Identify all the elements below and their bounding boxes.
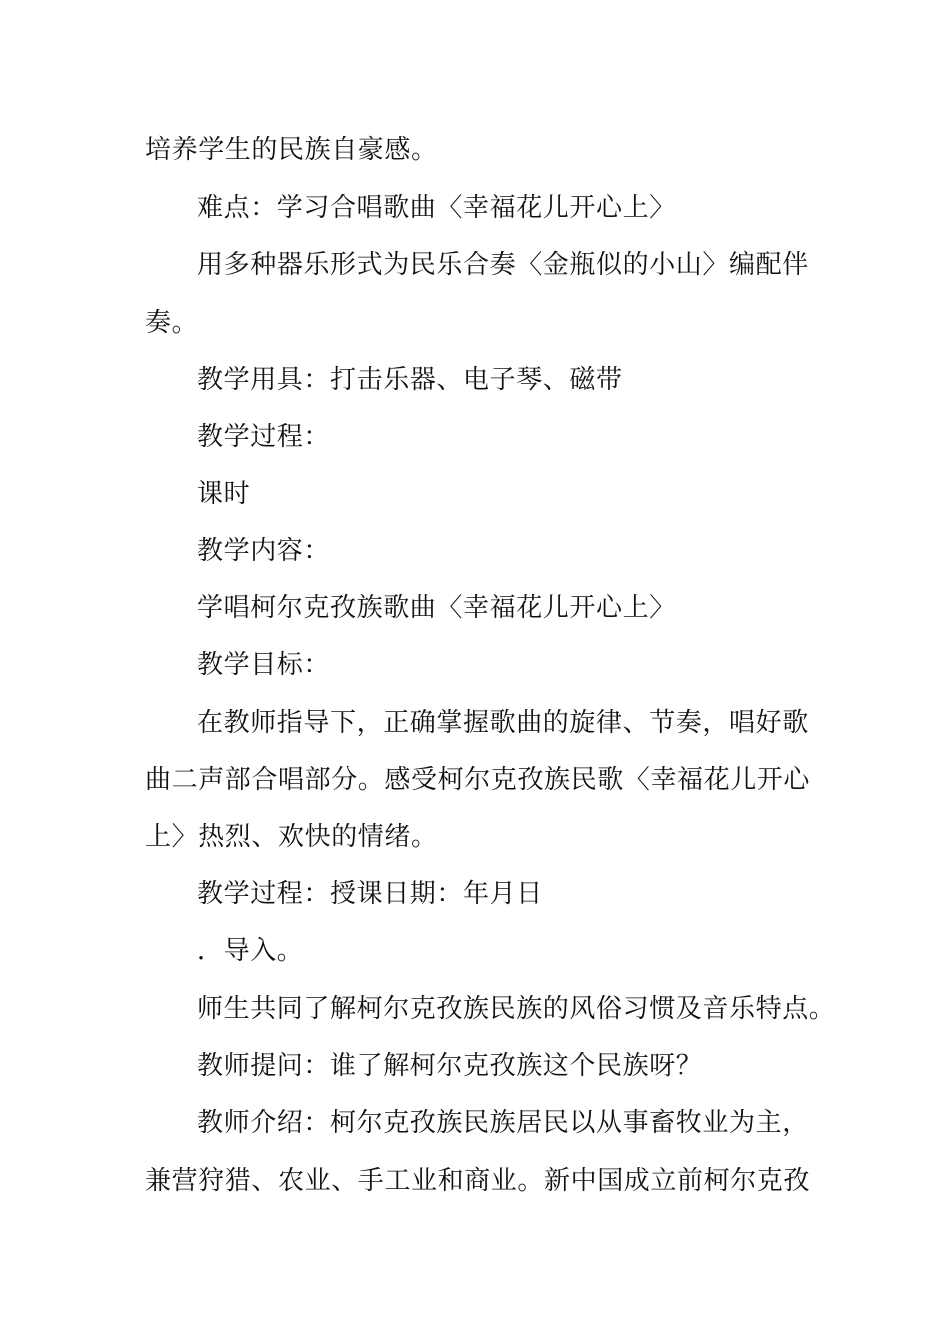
text-line: 在教师指导下，正确掌握歌曲的旋律、节奏，唱好歌 bbox=[197, 708, 809, 738]
text-line: 教学目标： bbox=[197, 650, 331, 680]
text-line: 教学过程： bbox=[197, 422, 331, 452]
text-line: 教学过程：授课日期：年月日 bbox=[197, 879, 543, 909]
text-line: 培养学生的民族自豪感。 bbox=[145, 135, 438, 165]
text-line: 学唱柯尔克孜族歌曲〈幸福花儿开心上〉 bbox=[197, 593, 676, 623]
text-line: 难点：学习合唱歌曲〈幸福花儿开心上〉 bbox=[197, 193, 676, 223]
text-line: 曲二声部合唱部分。感受柯尔克孜族民歌〈幸福花儿开心 bbox=[145, 765, 811, 795]
text-line: 用多种器乐形式为民乐合奏〈金瓶似的小山〉编配伴 bbox=[197, 250, 809, 280]
text-line: 教学用具：打击乐器、电子琴、磁带 bbox=[197, 365, 623, 395]
text-line: 课时 bbox=[197, 479, 251, 509]
text-line: 奏。 bbox=[145, 308, 199, 338]
text-line: ．导入。 bbox=[197, 936, 304, 966]
text-line: 教师提问：谁了解柯尔克孜族这个民族呀？ bbox=[197, 1051, 703, 1081]
text-line: 兼营狩猎、农业、手工业和商业。新中国成立前柯尔克孜 bbox=[145, 1166, 811, 1196]
text-line: 教师介绍：柯尔克孜族民族居民以从事畜牧业为主， bbox=[197, 1108, 809, 1138]
text-line: 师生共同了解柯尔克孜族民族的风俗习惯及音乐特点。 bbox=[197, 994, 836, 1024]
text-line: 上〉热烈、欢快的情绪。 bbox=[145, 822, 438, 852]
text-line: 教学内容： bbox=[197, 536, 331, 566]
